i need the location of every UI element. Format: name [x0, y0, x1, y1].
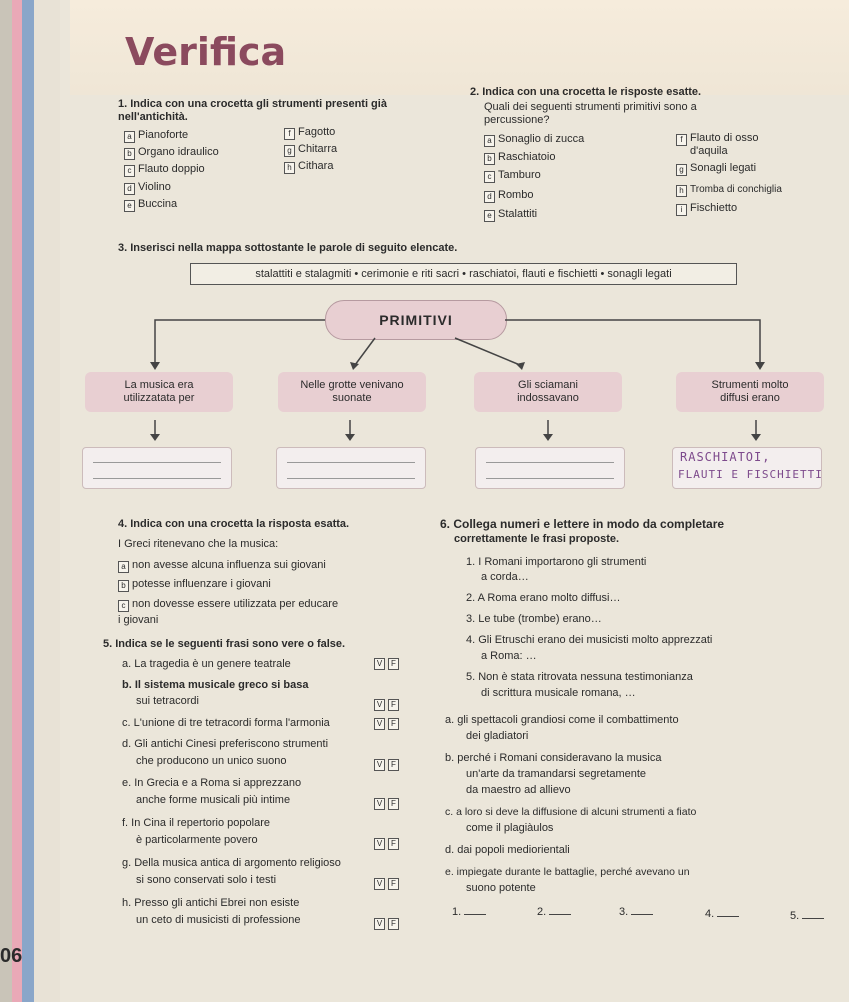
q4-option[interactable]: b potesse influenzare i giovani	[118, 578, 271, 592]
q6-numbered: 1. I Romani importarono gli strumenti	[466, 556, 647, 568]
q3-prompt: 3. Inserisci nella mappa sottostante le parole di seguito elencate.	[118, 242, 458, 254]
answer-box[interactable]	[82, 447, 232, 489]
q5-item: d. Gli antichi Cinesi preferiscono strumenti	[122, 738, 329, 750]
q2-option[interactable]: b Raschiatoio	[484, 151, 555, 165]
q5-item: f. In Cina il repertorio popolare	[122, 817, 270, 829]
q6-lettered-cont: suono potente	[466, 882, 536, 894]
q2-option-cont: d'aquila	[690, 145, 728, 157]
q4-option[interactable]: c non dovesse essere utilizzata per educare	[118, 598, 338, 612]
vf-choice[interactable]: V F	[374, 836, 402, 850]
match-answer[interactable]: 5.	[790, 910, 824, 923]
vf-choice[interactable]: V F	[374, 796, 402, 810]
q2-option[interactable]: c Tamburo	[484, 169, 541, 183]
q6-lettered: a. gli spettacoli grandiosi come il combattimento	[445, 714, 679, 726]
vf-choice[interactable]: V F	[374, 716, 402, 730]
q4-stem: I Greci ritenevano che la musica:	[118, 538, 279, 550]
q4-option[interactable]: a non avesse alcuna influenza sui giovani	[118, 559, 326, 573]
q6-lettered: d. dai popoli mediorientali	[445, 844, 570, 856]
q1-option[interactable]: c Flauto doppio	[124, 163, 205, 177]
q6-numbered-cont: di scrittura musicale romana, …	[481, 687, 636, 699]
q6-lettered: e. impiegate durante le battaglie, perché avevano un	[445, 866, 690, 878]
q2-prompt-2: Quali dei seguenti strumenti primitivi sono a	[484, 101, 697, 113]
q6-lettered-cont: da maestro ad allievo	[466, 784, 571, 796]
match-answer[interactable]: 4.	[705, 908, 739, 921]
q6-numbered: 3. Le tube (trombe) erano…	[466, 613, 602, 625]
vf-choice[interactable]: V F	[374, 757, 402, 771]
q1-prompt-2: nell'antichità.	[118, 111, 188, 123]
q1-option[interactable]: e Buccina	[124, 198, 177, 212]
match-answer[interactable]: 1.	[452, 906, 486, 919]
q5-item-cont: sui tetracordi	[136, 695, 199, 707]
q5-item-cont: anche forme musicali più intime	[136, 794, 291, 806]
q6-numbered-cont: a Roma: …	[481, 650, 537, 662]
q1-option[interactable]: a Pianoforte	[124, 129, 188, 143]
q5-item-cont: è particolarmente povero	[136, 834, 258, 846]
q5-item-cont: si sono conservati solo i testi	[136, 874, 277, 886]
concept-node: Gli sciamani indossavano	[474, 372, 622, 412]
vf-choice[interactable]: V F	[374, 916, 402, 930]
q5-item-cont: un ceto di musicisti di professione	[136, 914, 301, 926]
q1-option[interactable]: d Violino	[124, 181, 171, 195]
q6-lettered: c. a loro si deve la diffusione di alcuni strumenti a fiato	[445, 806, 697, 818]
q2-option[interactable]: e Stalattiti	[484, 208, 537, 222]
q2-option[interactable]: h Tromba di conchiglia	[676, 183, 782, 197]
q1-option[interactable]: h Cithara	[284, 160, 333, 174]
q5-item: h. Presso gli antichi Ebrei non esiste	[122, 897, 300, 909]
q5-item: c. L'unione di tre tetracordi forma l'armonia	[122, 717, 330, 729]
vf-choice[interactable]: V F	[374, 656, 402, 670]
concept-node: Strumenti molto diffusi erano	[676, 372, 824, 412]
match-answer[interactable]: 3.	[619, 906, 653, 919]
q6-numbered-cont: a corda…	[481, 571, 529, 583]
handwritten-answer: FLAUTI E FISCHIETTI	[678, 468, 823, 481]
concept-map-root: PRIMITIVI	[325, 300, 507, 340]
q6-lettered-cont: dei gladiatori	[466, 730, 529, 742]
q2-option[interactable]: g Sonagli legati	[676, 162, 756, 176]
match-answer[interactable]: 2.	[537, 906, 571, 919]
vf-choice[interactable]: V F	[374, 876, 402, 890]
concept-node: La musica era utilizzatata per	[85, 372, 233, 412]
q6-lettered-cont: un'arte da tramandarsi segretamente	[466, 768, 647, 780]
q1-option[interactable]: f Fagotto	[284, 126, 335, 140]
word-bank: stalattiti e stalagmiti • cerimonie e riti sacri • raschiatoi, flauti e fischietti • sonagli legati	[190, 263, 737, 285]
q5-item-cont: che producono un unico suono	[136, 755, 287, 767]
q2-option[interactable]: a Sonaglio di zucca	[484, 133, 584, 147]
q6-prompt: 6. Collega numeri e lettere in modo da completare	[440, 517, 725, 531]
q2-option[interactable]: i Fischietto	[676, 202, 737, 216]
q2-prompt-3: percussione?	[484, 114, 550, 126]
page-title: Verifica	[125, 30, 287, 74]
q6-lettered: b. perché i Romani consideravano la musica	[445, 752, 662, 764]
q5-item: g. Della musica antica di argomento religioso	[122, 857, 341, 869]
vf-choice[interactable]: V F	[374, 697, 402, 711]
q1-option[interactable]: b Organo idraulico	[124, 146, 219, 160]
q2-option[interactable]: f Flauto di osso	[676, 132, 758, 146]
answer-box[interactable]	[475, 447, 625, 489]
handwritten-answer: RASCHIATOI,	[680, 450, 771, 464]
q1-prompt: 1. Indica con una crocetta gli strumenti presenti già	[118, 98, 387, 110]
q5-item: e. In Grecia e a Roma si apprezzano	[122, 777, 302, 789]
q6-prompt-2: correttamente le frasi proposte.	[454, 533, 620, 545]
q4-prompt: 4. Indica con una crocetta la risposta esatta.	[118, 518, 350, 530]
q2-prompt: 2. Indica con una crocetta le risposte esatte.	[470, 86, 702, 98]
q5-prompt: 5. Indica se le seguenti frasi sono vere o false.	[103, 638, 346, 650]
q1-option[interactable]: g Chitarra	[284, 143, 337, 157]
q2-option[interactable]: d Rombo	[484, 189, 533, 203]
q6-numbered: 4. Gli Etruschi erano dei musicisti molto apprezzati	[466, 634, 713, 646]
q6-numbered: 2. A Roma erano molto diffusi…	[466, 592, 621, 604]
answer-box[interactable]	[276, 447, 426, 489]
page-number: 06	[0, 945, 23, 967]
q6-numbered: 5. Non è stata ritrovata nessuna testimonianza	[466, 671, 693, 683]
q6-lettered-cont: come il plagiàulos	[466, 822, 554, 834]
q4-option-cont: i giovani	[118, 614, 159, 626]
q5-item: b. Il sistema musicale greco si basa	[122, 679, 309, 691]
concept-node: Nelle grotte venivano suonate	[278, 372, 426, 412]
q5-item: a. La tragedia è un genere teatrale	[122, 658, 291, 670]
